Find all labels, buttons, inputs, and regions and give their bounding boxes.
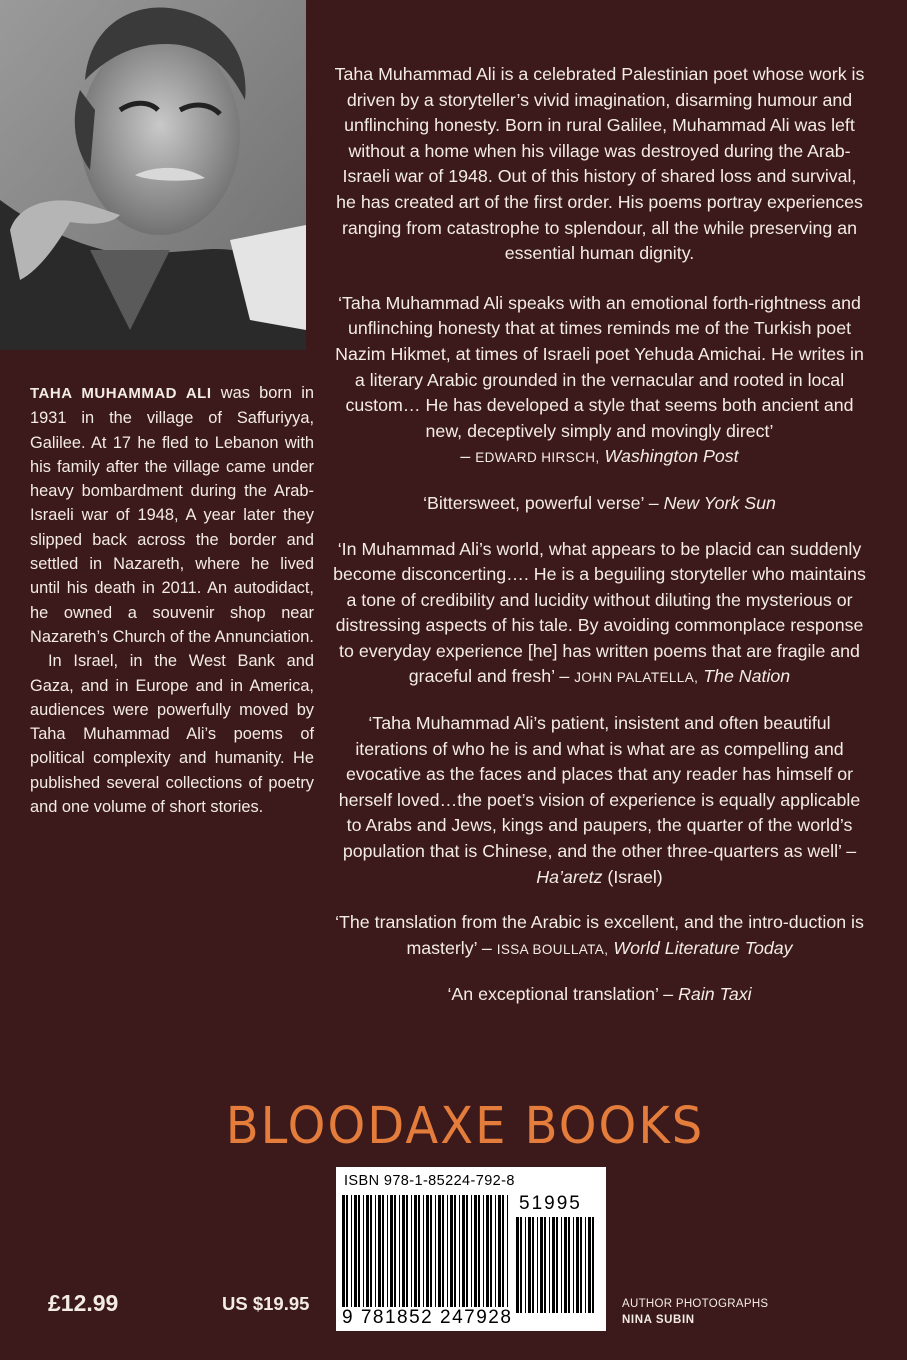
review-quote [332,537,867,692]
quote-dash: – [554,666,575,687]
quote-source: The Nation [703,666,791,687]
barcode-bar [507,1195,508,1313]
quote-author: ISSA BOULLATA, [496,941,609,957]
barcode-bar [561,1217,562,1313]
barcode-bar [363,1195,364,1313]
barcode-bar [447,1195,448,1313]
review-quote [332,982,867,1008]
barcode-bar [495,1195,496,1313]
price-gbp: £12.99 [48,1290,119,1316]
barcode-bar [342,1195,345,1313]
barcode-bar [382,1195,384,1313]
quote-source: Washington Post [604,446,739,467]
author-photo [0,0,306,350]
quote-dash: – [841,841,857,862]
quote-dash: – [658,984,679,1005]
barcode-bar [387,1195,388,1313]
barcode-bar [549,1217,550,1313]
review-quote [332,491,867,517]
barcode-bar [552,1217,555,1313]
barcode-bar [423,1195,424,1313]
barcode-bar [532,1217,534,1313]
barcode-bar [478,1195,480,1313]
barcode-bar [426,1195,429,1313]
barcode-bar [490,1195,492,1313]
barcode-bar [370,1195,372,1313]
photo-credit-name: NINA SUBIN [622,1314,695,1326]
barcode-bar [573,1217,574,1313]
quote-author: EDWARD HIRSCH, [475,450,600,466]
barcode-bar [528,1217,531,1313]
barcode-digits: 9 781852 247928 [342,1307,513,1328]
quote-credit [332,444,867,471]
barcode-bar [442,1195,444,1313]
bio-paragraph-1-text: was born in 1931 in the village of Saffuriyya, Galilee. At 17 he fled to Lebanon with his family after the village came under heavy bombardment during the Arab-Israeli war of 1948, A year later they slipped back across the border and settled in Nazareth, where he lived until his death in 2011. An autodidact, he owned a souvenir shop near Nazareth’s Church of the Annunciation. [30,384,314,646]
barcode-bar [375,1195,376,1313]
barcode-bar [537,1217,538,1313]
publisher-logo: BLOODAXE BOOKS [225,1096,705,1156]
barcode-bar [390,1195,393,1313]
quote-source: New York Sun [663,492,776,513]
barcode-bar [576,1217,579,1313]
barcode-bar [466,1195,468,1313]
photo-credit [622,1296,768,1328]
barcode-bar [454,1195,456,1313]
barcode-bar [394,1195,396,1313]
quote-text: ‘An exceptional translation’ [447,984,659,1005]
quote-author: JOHN PALATELLA, [574,670,699,686]
quote-source: World Literature Today [613,937,793,958]
barcode-bar [474,1195,477,1313]
barcode-bar [520,1217,522,1313]
barcode-bar [459,1195,460,1313]
barcode-bar [592,1217,594,1313]
isbn-number: ISBN 978-1-85224-792-8 [344,1173,515,1189]
barcode-bar [399,1195,400,1313]
barcode-bar [402,1195,405,1313]
barcode-bar [450,1195,453,1313]
quote-source: Rain Taxi [678,984,752,1005]
quote-text: ‘In Muhammad Ali’s world, what appears to be placid can suddenly become disconcerting…. He is a beguiling storyteller who maintains a tone of credibility and lucidity without diluting the mysterious or distressing aspects of his tale. By avoiding commonplace response to everyday experience [he] has written poems that are fragile and graceful and fresh’ [333,538,866,687]
barcode-bar [354,1195,357,1313]
barcode-bar [580,1217,582,1313]
barcode-bar [378,1195,381,1313]
barcode-bar [346,1195,348,1313]
blurb-intro: Taha Muhammad Ali is a celebrated Palestinian poet whose work is driven by a storyteller’s vivid imagination, disarming humour and unflinching honesty. Born in rural Galilee, Muhammad Ali was left without a home when his village was destroyed during the Arab-Israeli war of 1948. Out of this history of shared loss and survival, he has created art of the first order. His poems portray experiences ranging from catastrophe to splendour, all the while preserving an essential human dignity. [334,64,865,264]
barcode-bar [462,1195,465,1313]
barcode-bar [411,1195,412,1313]
quote-text: ‘Taha Muhammad Ali speaks with an emotional forth-rightness and unflinching honesty that at times reminds me of the Turkish poet Nazim Hikmet, at times of Israeli poet Yehuda Amichai. He writes in a literary Arabic grounded in the vernacular and rooted in local custom… He has developed a style that seems both ancient and new, deceptively simply and movingly direct’ [335,292,864,441]
author-bio [30,381,314,819]
author-name: TAHA MUHAMMAD ALI [30,385,212,402]
barcode-bar [435,1195,436,1313]
barcode-bar [502,1195,504,1313]
barcode-bar [585,1217,586,1313]
addon-barcode-bars [516,1217,598,1313]
barcode-bar [471,1195,472,1313]
barcode-bar [556,1217,558,1313]
barcode-bar [366,1195,369,1313]
review-quote [332,291,867,471]
barcode-bar [564,1217,567,1313]
barcode-bar [358,1195,360,1313]
quote-source-extra: (Israel) [602,866,663,887]
photo-credit-label: AUTHOR PHOTOGRAPHS [622,1298,769,1310]
barcode-bar [406,1195,408,1313]
price-code: 51995 [519,1193,582,1214]
barcode-bar [525,1217,526,1313]
author-portrait-image [0,0,306,350]
barcode-bar [414,1195,417,1313]
barcode-bar [498,1195,501,1313]
barcode-bar [516,1217,519,1313]
quote-dash: – [643,492,664,513]
blurb-column [332,62,867,1028]
barcode-bar [588,1217,591,1313]
barcode-bar [540,1217,543,1313]
review-quote [332,711,867,890]
review-quote [332,910,867,962]
barcode-bar [486,1195,489,1313]
bio-paragraph-2: In Israel, in the West Bank and Gaza, and in Europe and in America, audiences were powerfully moved by Taha Muhammad Ali’s poems of political complexity and humanity. He published several collections of poetry and one volume of short stories. [30,652,314,817]
quote-dash: – [460,446,476,467]
barcode-bars [342,1195,512,1313]
barcode-bar [568,1217,570,1313]
quote-text: ‘Bittersweet, powerful verse’ [423,492,644,513]
barcode-bar [544,1217,546,1313]
barcode-bar [418,1195,420,1313]
barcode-bar [430,1195,432,1313]
quote-dash: – [476,937,497,958]
barcode [336,1167,606,1331]
quote-source: Ha’aretz [536,866,603,887]
bio-paragraph-1 [30,381,314,649]
barcode-bar [351,1195,352,1313]
price-usd: US $19.95 [222,1293,310,1314]
barcode-bar [438,1195,441,1313]
quote-text: ‘The translation from the Arabic is excellent, and the intro-duction is masterly’ [335,912,864,958]
barcode-bar [483,1195,484,1313]
quote-text: ‘Taha Muhammad Ali’s patient, insistent and often beautiful iterations of who he is and what is what are as compelling and evocative as the faces and places that any reader has himself or herself loved…the poet’s vision of experience is equally applicable to Arabs and Jews, kings and paupers, the quarter of the world’s population that is Chinese, and the other three-quarters as well’ [338,713,861,862]
